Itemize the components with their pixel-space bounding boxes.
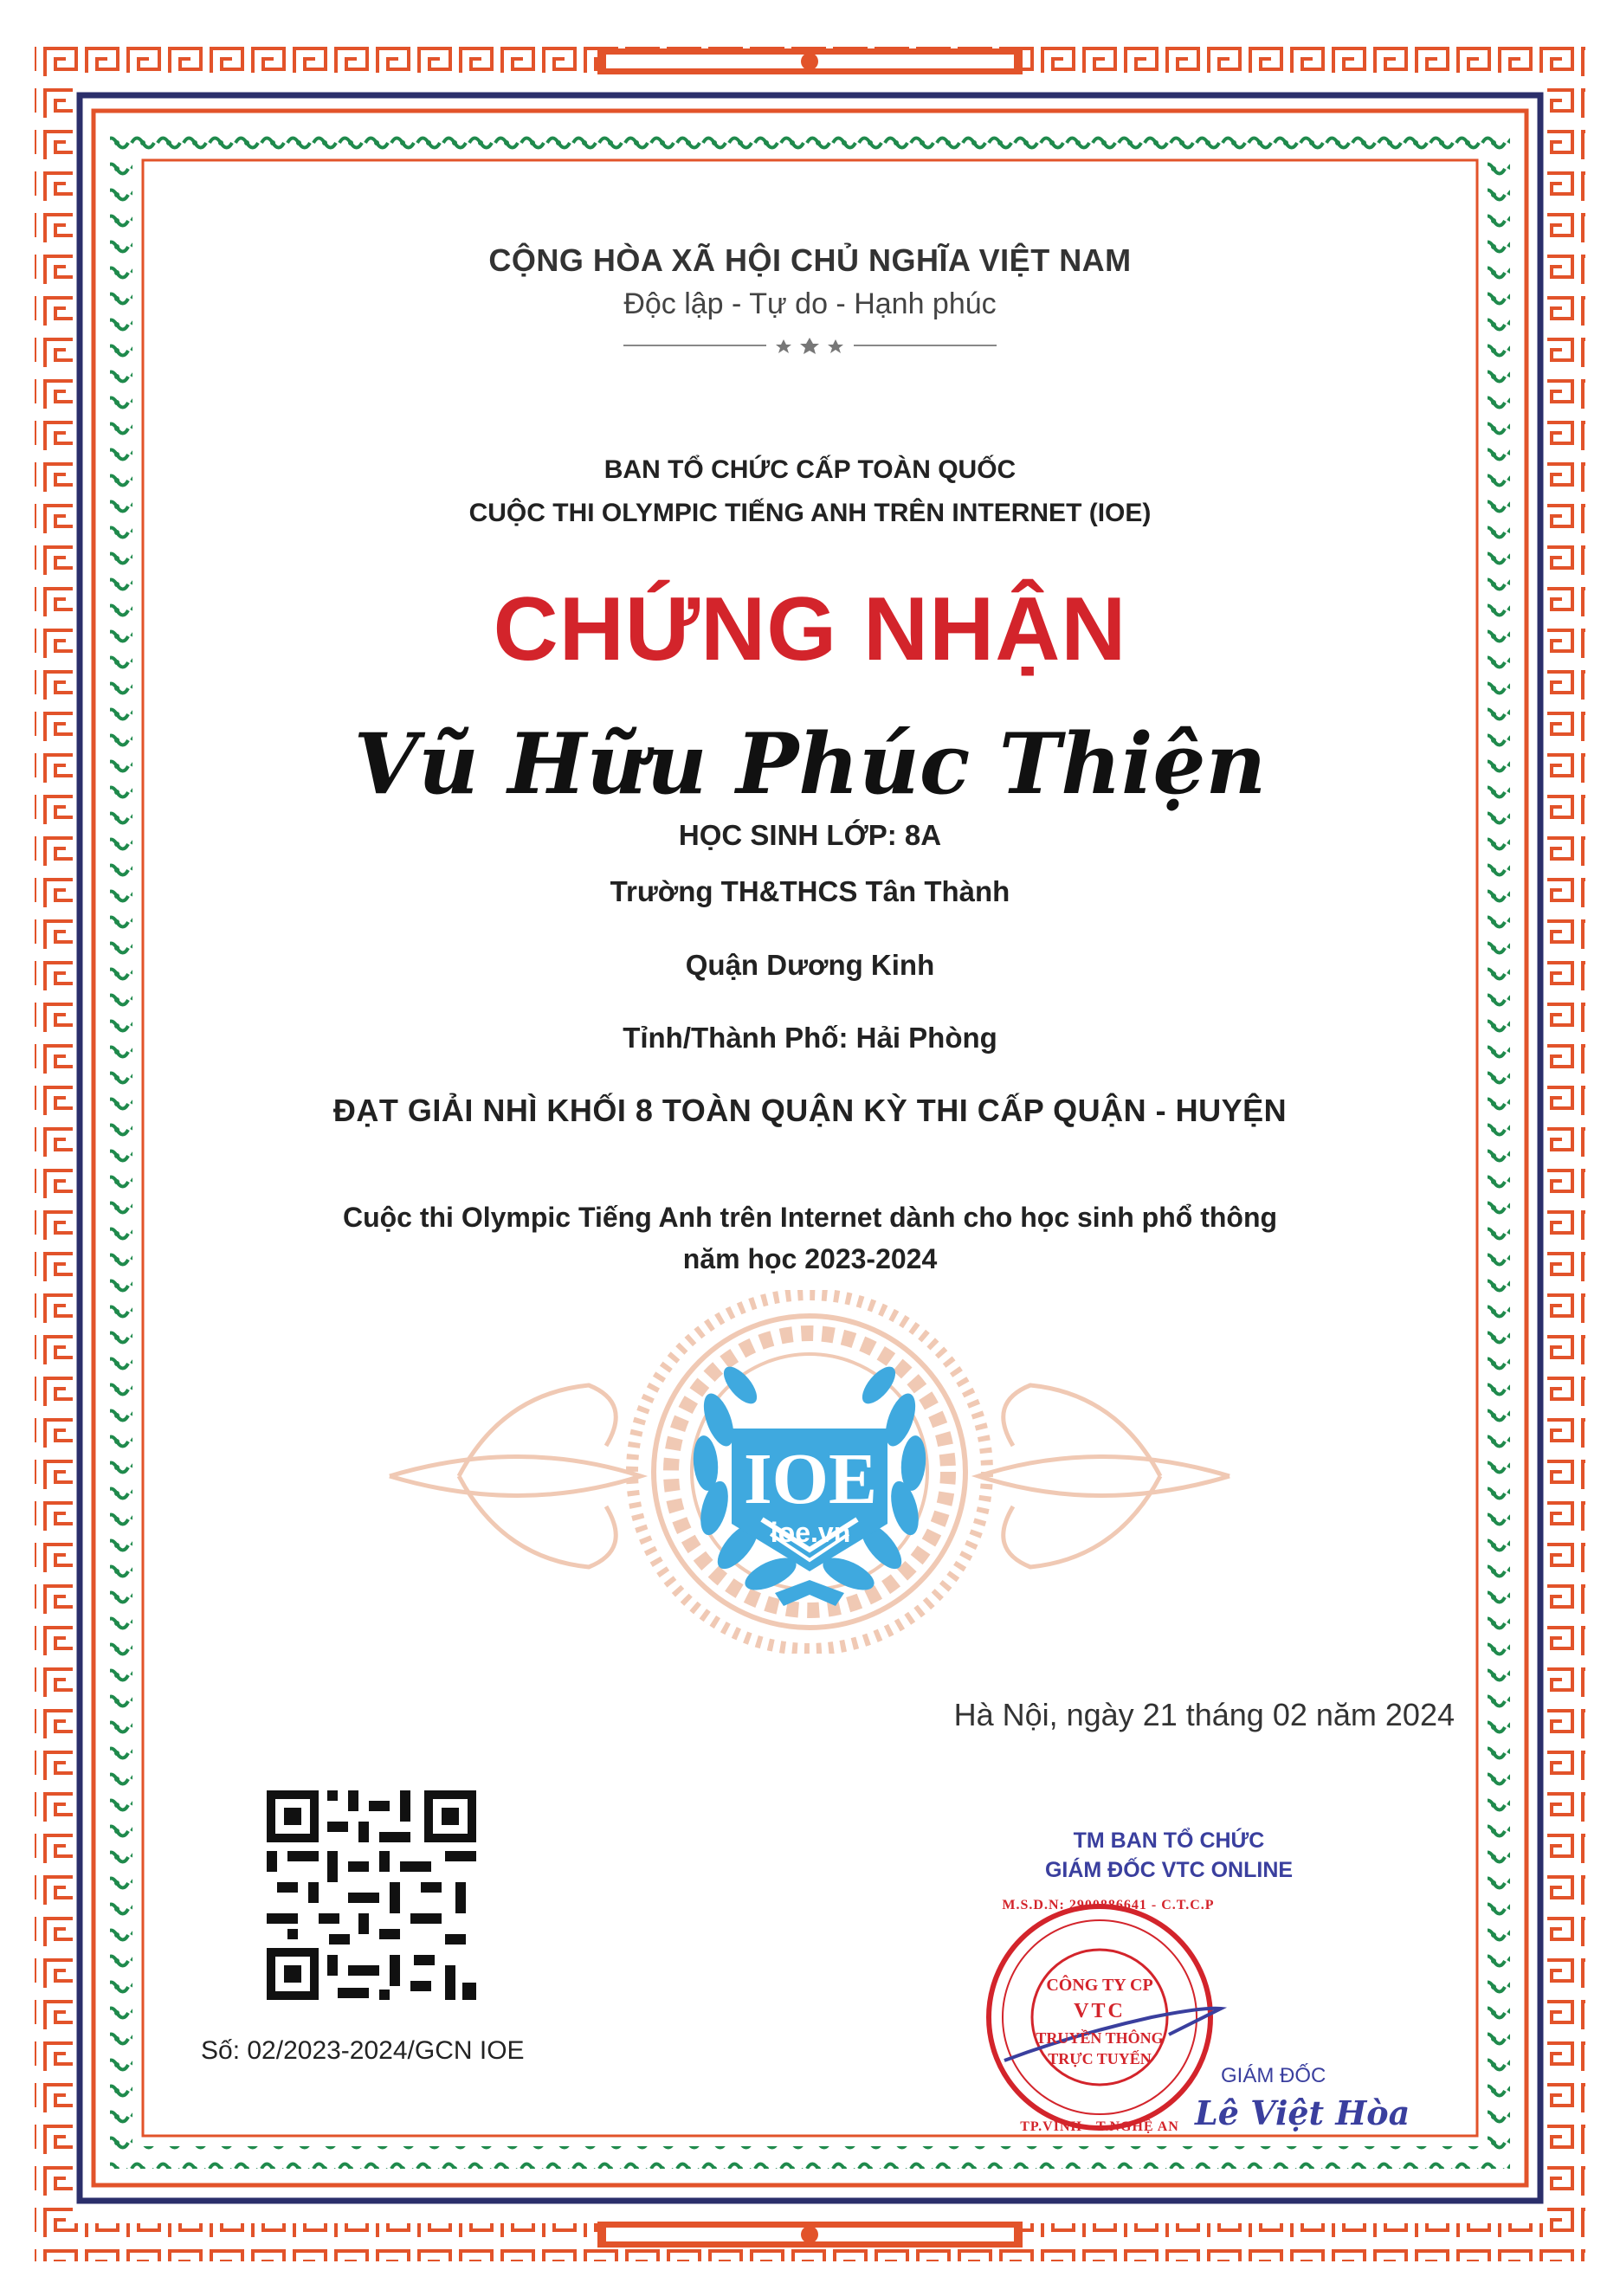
- certificate-title: CHỨNG NHẬN: [493, 579, 1127, 680]
- organizer-line: BAN TỔ CHỨC CẤP TOÀN QUỐC: [603, 455, 1017, 484]
- school-year: năm học 2023-2024: [682, 1243, 938, 1274]
- contest-description: Cuộc thi Olympic Tiếng Anh trên Internet dành cho học sinh phổ thông: [342, 1202, 1278, 1233]
- signer-name: Lê Việt Hòa: [1195, 2093, 1410, 2132]
- star-divider-icon: [623, 332, 997, 358]
- national-motto: Độc lập - Tự do - Hạnh phúc: [623, 287, 997, 320]
- stamp-media-line: TRUYỀN THÔNG: [1036, 2029, 1164, 2047]
- signer-role: GIÁM ĐỐC: [1221, 2064, 1326, 2087]
- recipient-name: Vũ Hữu Phúc Thiện: [353, 715, 1267, 813]
- award-description: ĐẠT GIẢI NHÌ KHỐI 8 TOÀN QUẬN KỲ THI CẤP QUẬN - HUYỆN: [332, 1093, 1288, 1128]
- stamp-media-line: TRỰC TUYẾN: [1048, 2050, 1152, 2067]
- emblem-website: ioe.vn: [770, 1517, 851, 1548]
- stamp-brand: VTC: [1074, 2000, 1126, 2022]
- signer-organization: TM BAN TỔ CHỨC: [1073, 1828, 1265, 1853]
- signer-position: GIÁM ĐỐC VTC ONLINE: [1044, 1858, 1294, 1882]
- qr-code-icon: [267, 1790, 476, 2000]
- emblem-brand: IOE: [743, 1439, 878, 1519]
- issue-date: Hà Nội, ngày 21 tháng 02 năm 2024: [953, 1697, 1455, 1732]
- nation-title: CỘNG HÒA XÃ HỘI CHỦ NGHĨA VIỆT NAM: [488, 242, 1132, 278]
- contest-full-name: CUỘC THI OLYMPIC TIẾNG ANH TRÊN INTERNET (IOE): [468, 499, 1152, 527]
- district-name: Quận Dương Kinh: [685, 949, 935, 981]
- student-class: HỌC SINH LỚP: 8A: [678, 819, 942, 851]
- certificate-number: Số: 02/2023-2024/GCN IOE: [201, 2036, 525, 2065]
- school-name: Trường TH&THCS Tân Thành: [610, 875, 1010, 907]
- stamp-company: CÔNG TY CP: [1046, 1976, 1153, 1995]
- stamp-tax-code: M.S.D.N: 2900886641 - C.T.C.P: [1002, 1898, 1215, 1912]
- province-name: Tỉnh/Thành Phố: Hải Phòng: [623, 1022, 997, 1054]
- stamp-city: TP.VINH - T.NGHỆ AN: [1020, 2119, 1179, 2134]
